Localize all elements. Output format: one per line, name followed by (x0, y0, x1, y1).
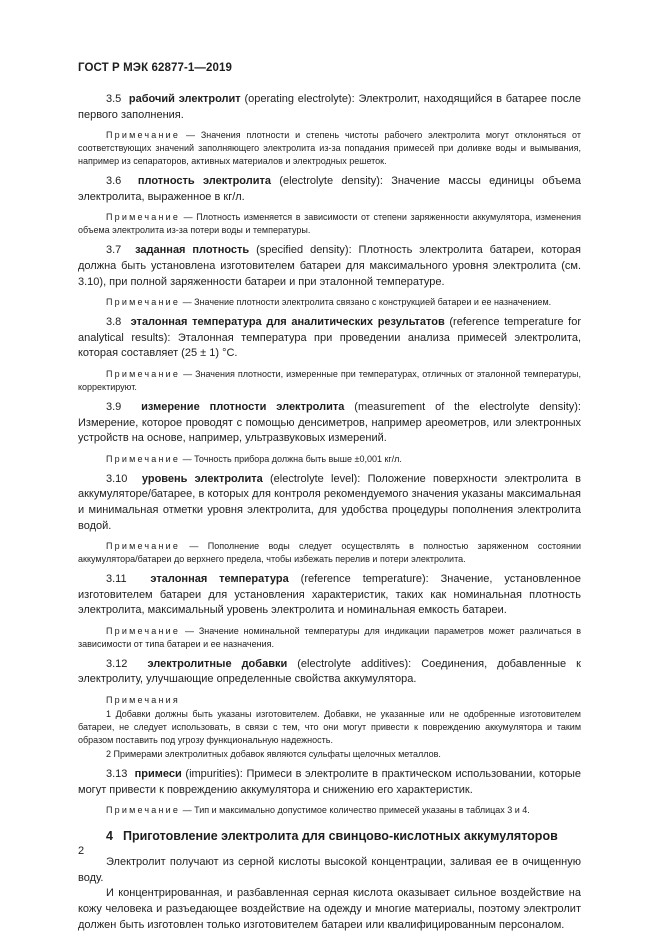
term-name: рабочий электролит (128, 93, 241, 105)
term-name: электролитные добавки (147, 657, 288, 670)
section-paragraph-1: Электролит получают из серной кислоты высокой концентрации, заливая ее в очищенную воду. (78, 856, 581, 884)
page-number: 2 (78, 845, 85, 857)
note-text: Пополнение воды следует осуществлять в полностью заряженном состоянии аккумулятора/батареи до верхнего предела, чтобы избежать перелив и потери электролита. (78, 541, 581, 565)
term-number: 3.10 (106, 472, 128, 485)
term-definition: (operating electrolyte): Электролит, находящийся в батарее после первого заполнения. (78, 93, 582, 121)
note-dash: — (189, 541, 199, 552)
note-3-6 (78, 211, 581, 237)
note-text: Плотность изменяется в зависимости от степени заряженности аккумулятора, изменения объема электролита из-за потери воды и температуры. (78, 212, 581, 236)
term-3-12 (78, 657, 581, 688)
note-label: Примечание (106, 541, 181, 552)
term-number: 3.5 (106, 93, 122, 105)
notes-label (106, 694, 581, 707)
standard-header: ГОСТ Р МЭК 62877-1—2019 (78, 62, 232, 74)
term-name: эталонная температура для аналитических результатов (130, 316, 445, 329)
notes-3-12 (78, 694, 581, 761)
note-3-7 (78, 296, 581, 309)
note-dash: — (185, 130, 195, 141)
term-name: плотность электролита (137, 175, 272, 188)
term-number: 3.11 (106, 573, 127, 586)
note-text: Значение плотности электролита связано с конструкцией батареи и ее назначением. (194, 297, 552, 308)
term-3-7 (78, 243, 581, 290)
note-3-13 (78, 804, 581, 817)
term-3-13 (78, 767, 581, 798)
note-3-8 (78, 368, 581, 394)
term-definition: (reference temperature): Значение, установленное изготовителем батареи для установления характеристик, таких как номинальная плотность электролита, максимальный уровень электролита и номинальная емкость батареи. (78, 573, 581, 617)
term-3-8 (78, 315, 581, 362)
term-name: заданная плотность (135, 244, 250, 257)
note-text: Тип и максимально допустимое количество примесей указаны в таблицах 3 и 4. (194, 805, 530, 816)
term-number: 3.13 (106, 768, 128, 781)
term-definition: (measurement of the electrolyte density): Измерение, которое проводят с помощью денсиметров, например ареометров, или электронных устройств на основе, например, ультразвуковых измерений. (78, 400, 581, 445)
term-3-9 (78, 400, 581, 447)
term-definition: (reference temperature for analytical results): Эталонная температура при проведении анализа примесей электролита, которая составляет (25 ± 1) °С. (78, 316, 581, 360)
term-name: уровень электролита (141, 472, 263, 485)
note-3-9 (78, 453, 581, 466)
term-number: 3.12 (106, 657, 128, 670)
note-dash: — (183, 212, 193, 223)
term-3-5 (78, 92, 581, 123)
term-number: 3.7 (106, 244, 122, 257)
note-3-11 (78, 625, 581, 651)
section-title-text: Приготовление электролита для свинцово-кислотных аккумуляторов (122, 829, 558, 844)
notes-label-text: Примечания (106, 695, 180, 706)
term-name: измерение плотности электролита (141, 400, 345, 413)
note-3-10 (78, 540, 581, 566)
term-definition: (electrolyte level): Положение поверхности электролита в аккумуляторе/батарее, в которых для контроля рекомендуемого значения указаны максимальная и минимальная отметки уровня электролита, для удобства процедуры пополнения электролита водой. (78, 472, 581, 532)
note-label: Примечание (106, 212, 181, 223)
note-3-5 (78, 129, 581, 168)
note-item-2: 2 Примерами электролитных добавок являются сульфаты щелочных металлов. (106, 749, 441, 760)
note-text: Значение номинальной температуры для индикации параметров может различаться в зависимости от типа батареи и ее назначения. (78, 625, 581, 649)
note-item-1: 1 Добавки должны быть указаны изготовителем. Добавки, не указанные или не одобренные изготовителем батареи, не следует использовать, в связи с тем, что они могут привести к повреждению аккумулятора и таким образом поставить под угрозу функциональную надежность. (78, 709, 581, 746)
section-title (106, 829, 581, 843)
note-dash: — (182, 453, 192, 464)
term-number: 3.6 (106, 175, 122, 188)
term-definition: (electrolyte additives): Соединения, добавленные к электролиту, улучшающие определенные свойства аккумулятора. (78, 657, 581, 686)
note-dash: — (184, 625, 194, 636)
note-label: Примечание (106, 805, 181, 816)
note-label: Примечание (106, 453, 181, 464)
note-text: Точность прибора должна быть выше ±0,001 кг/л. (194, 453, 402, 464)
term-3-11 (78, 572, 581, 619)
note-dash: — (182, 297, 192, 308)
term-definition: (specified density): Плотность электролита батареи, которая должна быть установлена изготовителем батареи для максимального уровня электролита (см. 3.10), при полной заряженности батареи и при эталонной температуре. (78, 244, 581, 288)
term-name: примеси (134, 768, 182, 781)
term-number: 3.9 (106, 400, 122, 413)
term-3-6 (78, 174, 581, 205)
term-3-10 (78, 472, 581, 534)
term-number: 3.8 (106, 316, 122, 329)
note-text: Значения плотности, измеренные при температурах, отличных от эталонной температуры, корректируют. (78, 368, 581, 392)
note-label: Примечание (106, 625, 181, 636)
note-label: Примечание (106, 130, 181, 141)
note-text: Значения плотности и степень чистоты рабочего электролита могут отклоняться от соответствующих значений заполняющего электролита из-за попадания примесей при доливке воды и вымывания, например из сепараторов, активных материалов и электродных решеток. (78, 130, 581, 167)
note-label: Примечание (106, 368, 181, 379)
term-definition: (electrolyte density): Значение массы единицы объема электролита, выраженное в кг/л. (78, 175, 581, 203)
section-paragraph-2: И концентрированная, и разбавленная серная кислота оказывает сильное воздействие на кожу человека и разъедающее воздействие на одежду и многие материалы, поэтому электролит должен быть изготовлен только изготовителем батареи или квалифицированным персоналом. (78, 887, 581, 931)
page-content (78, 92, 581, 933)
section-number: 4 (106, 829, 113, 844)
note-dash: — (182, 805, 192, 816)
term-name: эталонная температура (150, 573, 289, 586)
term-definition: (impurities): Примеси в электролите в практическом использовании, которые могут привести к повреждению аккумулятора и снижению его характеристик. (78, 768, 581, 796)
note-dash: — (183, 368, 193, 379)
note-label: Примечание (106, 297, 181, 308)
